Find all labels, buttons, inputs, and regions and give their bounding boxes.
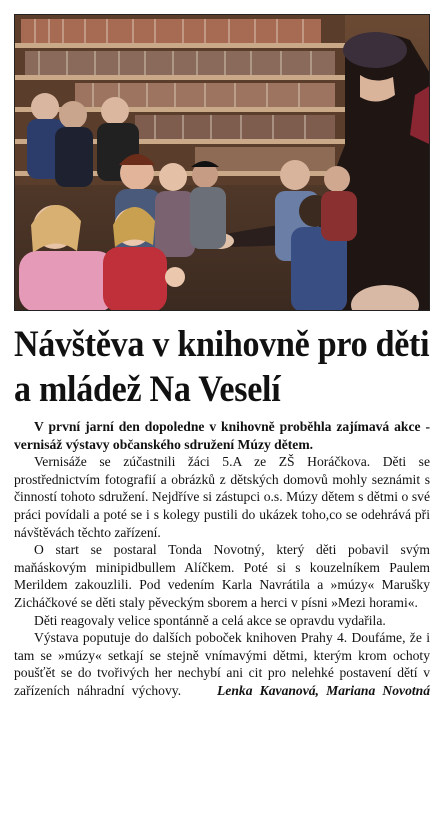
article-photo (14, 14, 430, 311)
photo-children-in-library-icon (15, 15, 430, 311)
headline: Návštěva v knihovně pro děti a mládež Na Veselí (14, 324, 430, 410)
article-paragraph: Vernisáže se zúčastnili žáci 5.A ze ZŠ Horáčkova. Děti se prostřednictvím fotografií a obrázků z dětských domovů mohly seznámit s činností tohoto sdružení. Nejdříve si zástupci o.s. Múzy dětem s dětmi o své práci povídali a poté se i s kolegy pustili do ukázek toho,co se odehrává při návštěvách těchto zařízení. (14, 454, 430, 540)
article-lead: V první jarní den dopoledne v knihovně proběhla zajímavá akce - vernisáž výstavy občanského sdružení Múzy dětem. (14, 419, 430, 452)
article-last-paragraph (14, 629, 430, 699)
last-paragraph-text: Výstava poputuje do dalších poboček knihoven Prahy 4. Doufáme, že i tam se »múzy« setkají se stejně vnímavými dětmi, kterým krom ochoty poušťět se do tvořivých her nechybí ani cit pro nelehké postavení dětí v zařízeních náhradní výchovy. (14, 630, 430, 698)
article-paragraph: O start se postaral Tonda Novotný, který děti pobavil svým maňáskovým minipidbullem Alíčkem. Poté si s kouzelníkem Paulem Merildem zakouzlili. Pod vedením Karla Navrátila a »múzy« Marušky Zicháčkové se děti staly pěveckým sborem a herci v písni »Mezi horami«. (14, 542, 430, 610)
article-paragraph: Děti reagovaly velice spontánně a celá akce se opravdu vydařila. (34, 612, 386, 628)
byline: Lenka Kavanová, Mariana Novotná (217, 682, 430, 698)
article-body (14, 418, 430, 700)
